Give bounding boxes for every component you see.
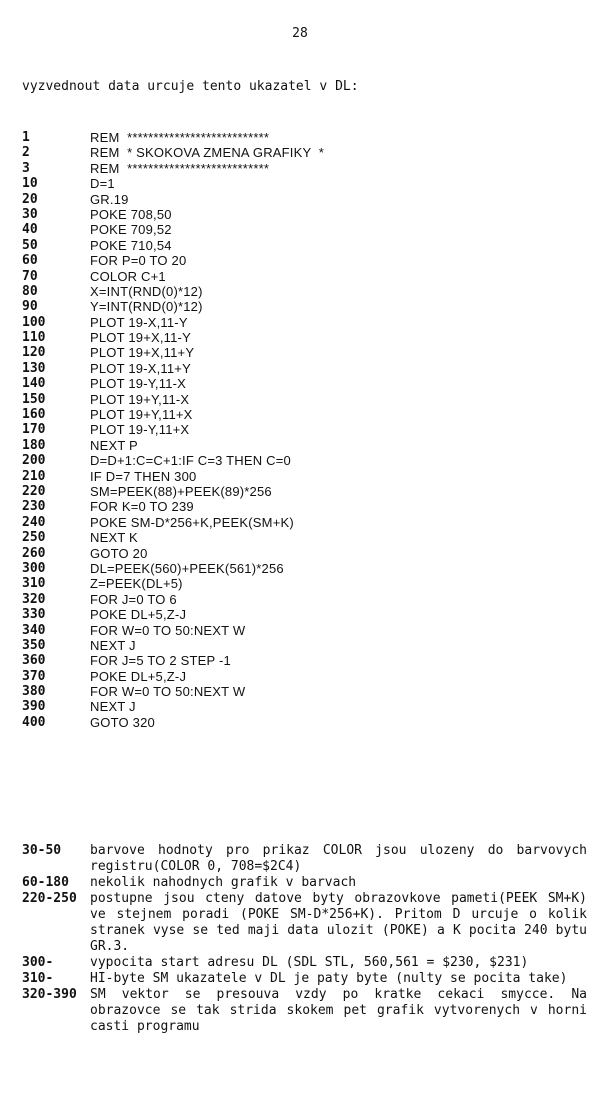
code-statement: SM=PEEK(88)+PEEK(89)*256 (90, 483, 272, 499)
line-number: 380 (22, 684, 46, 700)
line-number: 60 (22, 253, 38, 269)
code-statement: REM *************************** (90, 130, 270, 145)
code-statement: Y=INT(RND(0)*12) (90, 299, 203, 315)
code-statement: GOTO 20 (90, 545, 148, 561)
line-number: 150 (22, 391, 46, 407)
code-statement: POKE SM-D*256+K,PEEK(SM+K) (90, 514, 294, 530)
note-item (22, 971, 587, 987)
code-statement: IF D=7 THEN 300 (90, 468, 197, 484)
code-statement: NEXT P (90, 437, 138, 453)
note-description: barvove hodnoty pro prikaz COLOR jsou ulozeny do barvovych registru(COLOR 0, 708=$2C4) (90, 843, 587, 874)
code-statement: NEXT K (90, 530, 138, 546)
note-item (22, 875, 587, 891)
code-line (22, 376, 324, 391)
code-line (22, 299, 324, 314)
line-number: 350 (22, 637, 46, 653)
code-line (22, 207, 324, 222)
note-item (22, 843, 587, 875)
line-number: 3 (22, 160, 30, 176)
code-line (22, 530, 324, 545)
note-description: postupne jsou cteny datove byty obrazovkove pameti(PEEK SM+K) ve stejnem poradi (POKE SM-D*256+K). Pritom D urcuje o kolik stranek vyse se ted maji data ulozit (POKE) a K pocita 240 bytu GR.3. (90, 891, 587, 954)
code-statement: DL=PEEK(560)+PEEK(561)*256 (90, 560, 284, 576)
code-statement: D=D+1:C=C+1:IF C=3 THEN C=0 (90, 453, 291, 469)
code-statement: X=INT(RND(0)*12) (90, 283, 203, 299)
line-number: 110 (22, 330, 46, 346)
note-description: nekolik nahodnych grafik v barvach (90, 875, 357, 890)
code-statement: PLOT 19-X,11+Y (90, 360, 191, 376)
code-statement: PLOT 19+Y,11+X (90, 407, 193, 423)
code-line (22, 315, 324, 330)
code-statement: PLOT 19+X,11+Y (90, 345, 195, 361)
note-line-range: 60-180 (22, 875, 69, 890)
note-description: vypocita start adresu DL (SDL STL, 560,561 = $230, $231) (90, 955, 529, 970)
line-number: 230 (22, 499, 46, 515)
code-line (22, 407, 324, 422)
code-line (22, 469, 324, 484)
note-item (22, 955, 587, 971)
line-number: 70 (22, 268, 38, 284)
code-line (22, 684, 324, 699)
code-statement: GR.19 (90, 191, 129, 207)
line-number: 20 (22, 191, 38, 207)
code-line (22, 284, 324, 299)
line-number: 330 (22, 607, 46, 623)
code-statement: POKE 708,50 (90, 206, 172, 222)
code-line (22, 484, 324, 499)
code-statement: POKE 709,52 (90, 222, 172, 238)
line-number: 340 (22, 622, 46, 638)
line-number: 250 (22, 530, 46, 546)
note-description: SM vektor se presouva vzdy po kratke cekaci smycce. Na obrazovce se tak strida skokem pet grafik vytvorenych v horni casti programu (90, 987, 587, 1034)
listing-notes (22, 843, 587, 1035)
code-statement: FOR W=0 TO 50:NEXT W (90, 622, 246, 638)
code-statement: D=1 (90, 176, 115, 192)
line-number: 50 (22, 237, 38, 253)
code-statement: FOR J=0 TO 6 (90, 591, 177, 607)
line-number: 1 (22, 130, 30, 145)
line-number: 30 (22, 206, 38, 222)
code-statement: REM *************************** (90, 160, 270, 176)
line-number: 160 (22, 407, 46, 423)
line-number: 100 (22, 314, 46, 330)
code-statement: COLOR C+1 (90, 268, 166, 284)
line-number: 220 (22, 483, 46, 499)
note-description: HI-byte SM ukazatele v DL je paty byte (nulty se pocita take) (90, 971, 568, 986)
line-number: 2 (22, 145, 30, 161)
code-line (22, 130, 324, 145)
code-line (22, 715, 324, 730)
line-number: 320 (22, 591, 46, 607)
line-number: 140 (22, 376, 46, 392)
code-line (22, 392, 324, 407)
line-number: 130 (22, 360, 46, 376)
note-line-range: 300- (22, 955, 54, 970)
line-number: 240 (22, 514, 46, 530)
note-line-range: 220-250 (22, 891, 77, 906)
line-number: 370 (22, 668, 46, 684)
note-item (22, 891, 587, 955)
code-line (22, 499, 324, 514)
code-line (22, 546, 324, 561)
code-line (22, 576, 324, 591)
code-line (22, 161, 324, 176)
line-number: 260 (22, 545, 46, 561)
note-item (22, 987, 587, 1035)
code-line (22, 422, 324, 437)
line-number: 200 (22, 453, 46, 469)
code-line (22, 345, 324, 360)
code-statement: FOR J=5 TO 2 STEP -1 (90, 653, 231, 669)
code-line (22, 438, 324, 453)
line-number: 170 (22, 422, 46, 438)
line-number: 180 (22, 437, 46, 453)
code-statement: PLOT 19-X,11-Y (90, 314, 188, 330)
code-statement: NEXT J (90, 637, 136, 653)
code-line (22, 669, 324, 684)
code-statement: FOR W=0 TO 50:NEXT W (90, 684, 246, 700)
line-number: 210 (22, 468, 46, 484)
line-number: 40 (22, 222, 38, 238)
code-line (22, 330, 324, 345)
line-number: 400 (22, 714, 46, 730)
line-number: 80 (22, 283, 38, 299)
note-line-range: 30-50 (22, 843, 62, 858)
code-line (22, 515, 324, 530)
code-statement: POKE 710,54 (90, 237, 172, 253)
code-statement: Z=PEEK(DL+5) (90, 576, 183, 592)
line-number: 90 (22, 299, 38, 315)
code-statement: GOTO 320 (90, 714, 155, 730)
code-line (22, 238, 324, 253)
line-number: 390 (22, 699, 46, 715)
note-line-range: 320-390 (22, 987, 77, 1002)
code-line (22, 361, 324, 376)
code-statement: PLOT 19+Y,11-X (90, 391, 190, 407)
code-line (22, 638, 324, 653)
code-statement: REM * SKOKOVA ZMENA GRAFIKY * (90, 145, 324, 161)
code-line (22, 607, 324, 622)
basic-listing (22, 130, 324, 730)
code-line (22, 145, 324, 160)
code-line (22, 699, 324, 714)
code-statement: POKE DL+5,Z-J (90, 668, 187, 684)
line-number: 310 (22, 576, 46, 592)
code-line (22, 253, 324, 268)
code-line (22, 222, 324, 237)
code-line (22, 176, 324, 191)
code-line (22, 192, 324, 207)
note-line-range: 310- (22, 971, 54, 986)
line-number: 10 (22, 176, 38, 192)
intro-text: vyzvednout data urcuje tento ukazatel v DL: (22, 79, 359, 94)
code-statement: PLOT 19-Y,11-X (90, 376, 187, 392)
code-line (22, 269, 324, 284)
code-line (22, 592, 324, 607)
line-number: 300 (22, 560, 46, 576)
code-line (22, 561, 324, 576)
line-number: 360 (22, 653, 46, 669)
code-statement: FOR K=0 TO 239 (90, 499, 194, 515)
code-line (22, 453, 324, 468)
code-line (22, 623, 324, 638)
code-statement: POKE DL+5,Z-J (90, 607, 187, 623)
line-number: 120 (22, 345, 46, 361)
code-line (22, 653, 324, 668)
page-number: 28 (292, 26, 308, 41)
code-statement: PLOT 19+X,11-Y (90, 330, 191, 346)
code-statement: FOR P=0 TO 20 (90, 253, 187, 269)
code-statement: PLOT 19-Y,11+X (90, 422, 190, 438)
code-statement: NEXT J (90, 699, 136, 715)
